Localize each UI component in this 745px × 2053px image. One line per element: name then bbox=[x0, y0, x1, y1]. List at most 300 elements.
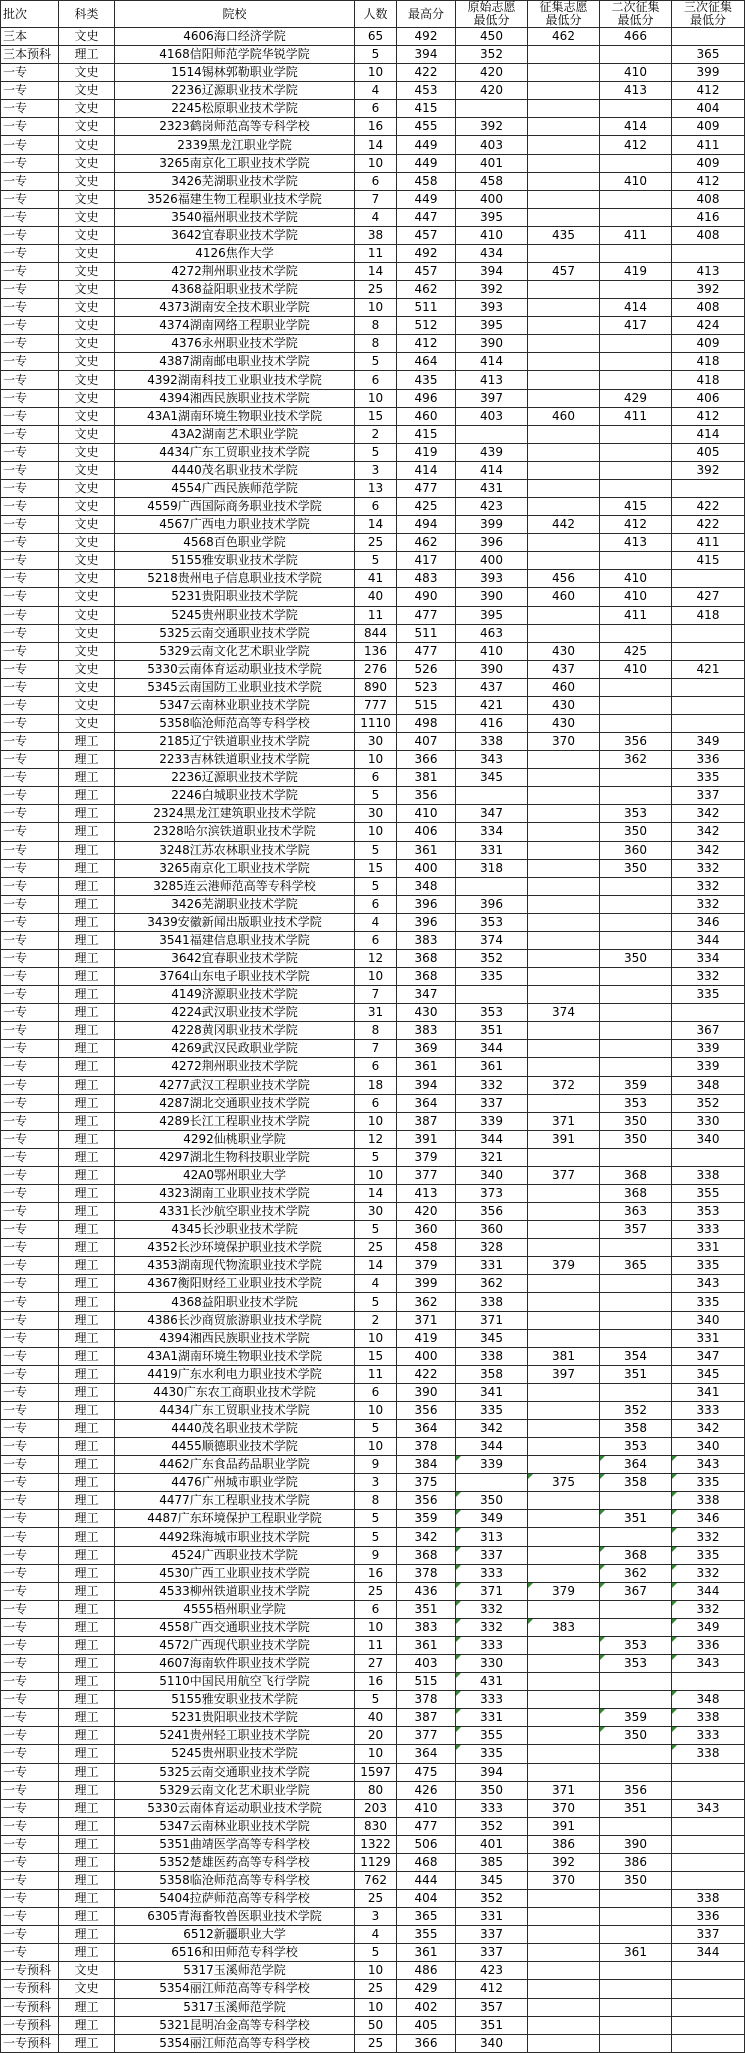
cell-subject: 理工 bbox=[59, 1149, 115, 1166]
cell-third-solicit-min bbox=[672, 1854, 745, 1871]
cell-subject: 理工 bbox=[59, 805, 115, 822]
cell-original-min bbox=[456, 878, 528, 895]
table-row bbox=[1, 516, 745, 534]
cell-second-solicit-min: 351 bbox=[600, 1800, 672, 1817]
table-row bbox=[1, 1040, 745, 1058]
cell-max-score: 444 bbox=[397, 1872, 456, 1889]
cell-third-solicit-min: 338 bbox=[672, 1492, 745, 1509]
cell-third-solicit-min: 338 bbox=[672, 1709, 745, 1726]
table-row bbox=[1, 986, 745, 1004]
cell-original-min: 434 bbox=[456, 245, 528, 262]
cell-third-solicit-min bbox=[672, 2035, 745, 2052]
cell-third-solicit-min: 411 bbox=[672, 534, 745, 551]
cell-school: 4607海南软件职业技术学院 bbox=[115, 1655, 355, 1672]
cell-subject: 理工 bbox=[59, 1528, 115, 1545]
table-row bbox=[1, 100, 745, 118]
cell-solicit-min bbox=[528, 1565, 600, 1582]
cell-count: 27 bbox=[355, 1655, 397, 1672]
cell-original-min: 373 bbox=[456, 1185, 528, 1202]
table-row bbox=[1, 1366, 745, 1384]
cell-batch: 一专 bbox=[1, 64, 59, 81]
cell-solicit-min bbox=[528, 173, 600, 190]
cell-original-min: 352 bbox=[456, 1890, 528, 1907]
cell-second-solicit-min: 353 bbox=[600, 1637, 672, 1654]
cell-max-score: 430 bbox=[397, 1004, 456, 1021]
cell-subject: 文史 bbox=[59, 118, 115, 135]
cell-original-min: 334 bbox=[456, 823, 528, 840]
cell-max-score: 364 bbox=[397, 1420, 456, 1437]
cell-third-solicit-min bbox=[672, 1764, 745, 1781]
cell-school: 42A0鄂州职业大学 bbox=[115, 1167, 355, 1184]
cell-batch: 一专 bbox=[1, 878, 59, 895]
cell-max-score: 462 bbox=[397, 534, 456, 551]
cell-max-score: 486 bbox=[397, 1962, 456, 1979]
cell-batch: 一专预科 bbox=[1, 2035, 59, 2052]
cell-second-solicit-min bbox=[600, 697, 672, 714]
cell-batch: 一专 bbox=[1, 1890, 59, 1907]
cell-count: 5 bbox=[355, 1510, 397, 1527]
cell-max-score: 361 bbox=[397, 1944, 456, 1961]
table-row bbox=[1, 480, 745, 498]
cell-school: 2328哈尔滨铁道职业技术学院 bbox=[115, 823, 355, 840]
cell-solicit-min bbox=[528, 2017, 600, 2034]
cell-count: 5 bbox=[355, 1221, 397, 1238]
cell-school: 3426芜湖职业技术学院 bbox=[115, 173, 355, 190]
cell-original-min: 345 bbox=[456, 769, 528, 786]
cell-subject: 理工 bbox=[59, 46, 115, 63]
cell-subject: 文史 bbox=[59, 155, 115, 172]
cell-subject: 理工 bbox=[59, 1818, 115, 1835]
table-row bbox=[1, 1583, 745, 1601]
cell-count: 8 bbox=[355, 1022, 397, 1039]
cell-max-score: 490 bbox=[397, 588, 456, 605]
cell-school: 4455顺德职业技术学院 bbox=[115, 1438, 355, 1455]
cell-solicit-min bbox=[528, 64, 600, 81]
cell-second-solicit-min: 350 bbox=[600, 1727, 672, 1744]
cell-subject: 理工 bbox=[59, 769, 115, 786]
cell-max-score: 381 bbox=[397, 769, 456, 786]
cell-batch: 一专 bbox=[1, 1764, 59, 1781]
cell-original-min bbox=[456, 986, 528, 1003]
cell-original-min: 337 bbox=[456, 1926, 528, 1943]
cell-original-min: 414 bbox=[456, 353, 528, 370]
cell-count: 6 bbox=[355, 498, 397, 515]
cell-count: 25 bbox=[355, 2035, 397, 2052]
cell-school: 4368益阳职业技术学院 bbox=[115, 1293, 355, 1310]
cell-batch: 一专 bbox=[1, 1004, 59, 1021]
cell-solicit-min bbox=[528, 932, 600, 949]
cell-batch: 一专 bbox=[1, 932, 59, 949]
cell-max-score: 406 bbox=[397, 823, 456, 840]
cell-batch: 一专 bbox=[1, 1818, 59, 1835]
cell-max-score: 361 bbox=[397, 1058, 456, 1075]
cell-school: 4331长沙航空职业技术学院 bbox=[115, 1203, 355, 1220]
cell-second-solicit-min: 415 bbox=[600, 498, 672, 515]
cell-original-min: 420 bbox=[456, 82, 528, 99]
cell-batch: 一专预科 bbox=[1, 1962, 59, 1979]
cell-batch: 一专 bbox=[1, 751, 59, 768]
cell-count: 25 bbox=[355, 1583, 397, 1600]
cell-max-score: 378 bbox=[397, 1691, 456, 1708]
cell-subject: 理工 bbox=[59, 1492, 115, 1509]
table-row bbox=[1, 335, 745, 353]
cell-third-solicit-min: 336 bbox=[672, 1637, 745, 1654]
cell-second-solicit-min bbox=[600, 679, 672, 696]
cell-solicit-min bbox=[528, 1764, 600, 1781]
cell-original-min: 337 bbox=[456, 1944, 528, 1961]
cell-max-score: 361 bbox=[397, 1637, 456, 1654]
cell-solicit-min bbox=[528, 1203, 600, 1220]
cell-batch: 一专 bbox=[1, 643, 59, 660]
cell-solicit-min: 372 bbox=[528, 1077, 600, 1094]
cell-subject: 理工 bbox=[59, 1420, 115, 1437]
cell-subject: 理工 bbox=[59, 787, 115, 804]
cell-solicit-min bbox=[528, 1330, 600, 1347]
cell-third-solicit-min: 335 bbox=[672, 986, 745, 1003]
cell-second-solicit-min bbox=[600, 968, 672, 985]
cell-subject: 文史 bbox=[59, 462, 115, 479]
cell-school: 2323鹤岗师范高等专科学校 bbox=[115, 118, 355, 135]
cell-school: 4524广西职业技术学院 bbox=[115, 1547, 355, 1564]
cell-batch: 一专 bbox=[1, 1438, 59, 1455]
cell-original-min: 331 bbox=[456, 1908, 528, 1925]
cell-school: 4533柳州铁道职业技术学院 bbox=[115, 1583, 355, 1600]
cell-subject: 文史 bbox=[59, 353, 115, 370]
cell-second-solicit-min bbox=[600, 986, 672, 1003]
cell-solicit-min bbox=[528, 607, 600, 624]
cell-max-score: 458 bbox=[397, 1239, 456, 1256]
cell-second-solicit-min: 361 bbox=[600, 1944, 672, 1961]
cell-third-solicit-min bbox=[672, 1149, 745, 1166]
cell-third-solicit-min: 404 bbox=[672, 100, 745, 117]
cell-count: 10 bbox=[355, 64, 397, 81]
cell-max-score: 413 bbox=[397, 1185, 456, 1202]
cell-original-min: 333 bbox=[456, 1637, 528, 1654]
header-school: 院校 bbox=[115, 1, 355, 27]
cell-school: 4434广东工贸职业技术学院 bbox=[115, 444, 355, 461]
cell-count: 762 bbox=[355, 1872, 397, 1889]
cell-second-solicit-min: 412 bbox=[600, 136, 672, 153]
cell-max-score: 410 bbox=[397, 1800, 456, 1817]
cell-third-solicit-min: 338 bbox=[672, 1745, 745, 1762]
cell-school: 5347云南林业职业技术学院 bbox=[115, 1818, 355, 1835]
table-row bbox=[1, 1203, 745, 1221]
cell-original-min: 352 bbox=[456, 46, 528, 63]
cell-third-solicit-min: 355 bbox=[672, 1185, 745, 1202]
cell-count: 4 bbox=[355, 82, 397, 99]
cell-subject: 理工 bbox=[59, 1836, 115, 1853]
cell-subject: 理工 bbox=[59, 1800, 115, 1817]
cell-solicit-min bbox=[528, 769, 600, 786]
cell-school: 4126焦作大学 bbox=[115, 245, 355, 262]
cell-third-solicit-min: 365 bbox=[672, 46, 745, 63]
table-row bbox=[1, 823, 745, 841]
cell-second-solicit-min bbox=[600, 1673, 672, 1690]
cell-solicit-min bbox=[528, 1944, 600, 1961]
cell-batch: 一专 bbox=[1, 390, 59, 407]
cell-second-solicit-min: 351 bbox=[600, 1366, 672, 1383]
cell-count: 1110 bbox=[355, 715, 397, 732]
cell-original-min: 401 bbox=[456, 155, 528, 172]
cell-third-solicit-min: 341 bbox=[672, 1384, 745, 1401]
cell-batch: 一专 bbox=[1, 498, 59, 515]
cell-school: 4352长沙环境保护职业技术学院 bbox=[115, 1239, 355, 1256]
cell-count: 80 bbox=[355, 1782, 397, 1799]
cell-second-solicit-min bbox=[600, 1312, 672, 1329]
cell-count: 5 bbox=[355, 552, 397, 569]
cell-school: 43A2湖南艺术职业学院 bbox=[115, 426, 355, 443]
cell-max-score: 458 bbox=[397, 173, 456, 190]
cell-subject: 理工 bbox=[59, 1619, 115, 1636]
cell-original-min: 353 bbox=[456, 1004, 528, 1021]
cell-original-min: 338 bbox=[456, 1293, 528, 1310]
cell-school: 5218贵州电子信息职业技术学院 bbox=[115, 570, 355, 587]
cell-solicit-min: 371 bbox=[528, 1782, 600, 1799]
cell-second-solicit-min bbox=[600, 155, 672, 172]
cell-subject: 理工 bbox=[59, 1926, 115, 1943]
cell-subject: 理工 bbox=[59, 914, 115, 931]
cell-subject: 理工 bbox=[59, 878, 115, 895]
table-row bbox=[1, 1004, 745, 1022]
table-row bbox=[1, 1149, 745, 1167]
cell-second-solicit-min bbox=[600, 1330, 672, 1347]
cell-school: 2236辽源职业技术学院 bbox=[115, 82, 355, 99]
cell-school: 1514锡林郭勒职业学院 bbox=[115, 64, 355, 81]
cell-solicit-min bbox=[528, 100, 600, 117]
cell-max-score: 402 bbox=[397, 1999, 456, 2016]
header-original-min: 原始志愿 最低分 bbox=[456, 1, 528, 27]
cell-solicit-min bbox=[528, 1528, 600, 1545]
cell-subject: 理工 bbox=[59, 1348, 115, 1365]
cell-original-min: 403 bbox=[456, 408, 528, 425]
cell-max-score: 384 bbox=[397, 1456, 456, 1473]
cell-second-solicit-min: 363 bbox=[600, 1203, 672, 1220]
cell-school: 4297湖北生物科技职业学院 bbox=[115, 1149, 355, 1166]
cell-batch: 一专 bbox=[1, 82, 59, 99]
cell-max-score: 477 bbox=[397, 607, 456, 624]
cell-school: 5347云南林业职业技术学院 bbox=[115, 697, 355, 714]
cell-original-min: 399 bbox=[456, 516, 528, 533]
cell-subject: 理工 bbox=[59, 1221, 115, 1238]
cell-subject: 理工 bbox=[59, 1601, 115, 1618]
cell-count: 3 bbox=[355, 462, 397, 479]
cell-second-solicit-min bbox=[600, 46, 672, 63]
cell-third-solicit-min: 409 bbox=[672, 118, 745, 135]
cell-count: 30 bbox=[355, 1203, 397, 1220]
table-row bbox=[1, 28, 745, 46]
cell-batch: 一专 bbox=[1, 968, 59, 985]
cell-max-score: 394 bbox=[397, 46, 456, 63]
cell-third-solicit-min: 348 bbox=[672, 1077, 745, 1094]
cell-max-score: 422 bbox=[397, 64, 456, 81]
table-row bbox=[1, 1818, 745, 1836]
cell-batch: 一专 bbox=[1, 155, 59, 172]
cell-school: 4376永州职业技术学院 bbox=[115, 335, 355, 352]
cell-max-score: 378 bbox=[397, 1565, 456, 1582]
cell-original-min: 353 bbox=[456, 914, 528, 931]
table-row bbox=[1, 733, 745, 751]
cell-batch: 一专 bbox=[1, 1058, 59, 1075]
cell-max-score: 342 bbox=[397, 1528, 456, 1545]
cell-solicit-min: 383 bbox=[528, 1619, 600, 1636]
cell-third-solicit-min bbox=[672, 1673, 745, 1690]
cell-third-solicit-min: 418 bbox=[672, 353, 745, 370]
cell-max-score: 368 bbox=[397, 950, 456, 967]
cell-max-score: 429 bbox=[397, 1980, 456, 1997]
cell-third-solicit-min: 418 bbox=[672, 371, 745, 388]
cell-batch: 一专 bbox=[1, 733, 59, 750]
cell-second-solicit-min: 356 bbox=[600, 733, 672, 750]
cell-subject: 理工 bbox=[59, 1022, 115, 1039]
cell-max-score: 412 bbox=[397, 335, 456, 352]
cell-max-score: 383 bbox=[397, 1619, 456, 1636]
cell-count: 14 bbox=[355, 516, 397, 533]
cell-count: 5 bbox=[355, 842, 397, 859]
cell-school: 2236辽源职业技术学院 bbox=[115, 769, 355, 786]
cell-third-solicit-min: 424 bbox=[672, 317, 745, 334]
cell-third-solicit-min: 333 bbox=[672, 1402, 745, 1419]
table-row bbox=[1, 805, 745, 823]
cell-subject: 文史 bbox=[59, 534, 115, 551]
cell-batch: 一专 bbox=[1, 136, 59, 153]
cell-school: 5231贵阳职业技术学院 bbox=[115, 588, 355, 605]
cell-original-min: 400 bbox=[456, 552, 528, 569]
cell-max-score: 462 bbox=[397, 281, 456, 298]
cell-subject: 理工 bbox=[59, 1565, 115, 1582]
cell-batch: 一专 bbox=[1, 1221, 59, 1238]
cell-batch: 一专 bbox=[1, 607, 59, 624]
cell-solicit-min bbox=[528, 823, 600, 840]
cell-max-score: 399 bbox=[397, 1275, 456, 1292]
cell-third-solicit-min: 408 bbox=[672, 299, 745, 316]
cell-second-solicit-min bbox=[600, 1528, 672, 1545]
table-row bbox=[1, 769, 745, 787]
cell-count: 30 bbox=[355, 733, 397, 750]
cell-second-solicit-min bbox=[600, 1926, 672, 1943]
table-row bbox=[1, 1619, 745, 1637]
cell-count: 10 bbox=[355, 1438, 397, 1455]
cell-subject: 文史 bbox=[59, 64, 115, 81]
cell-subject: 文史 bbox=[59, 191, 115, 208]
cell-max-score: 477 bbox=[397, 480, 456, 497]
cell-solicit-min: 379 bbox=[528, 1257, 600, 1274]
cell-school: 4434广东工贸职业技术学院 bbox=[115, 1402, 355, 1419]
cell-count: 50 bbox=[355, 2017, 397, 2034]
cell-batch: 一专 bbox=[1, 1691, 59, 1708]
cell-original-min: 423 bbox=[456, 1962, 528, 1979]
cell-third-solicit-min: 338 bbox=[672, 1167, 745, 1184]
cell-original-min: 337 bbox=[456, 1547, 528, 1564]
cell-original-min: 351 bbox=[456, 2017, 528, 2034]
cell-second-solicit-min bbox=[600, 1492, 672, 1509]
cell-solicit-min bbox=[528, 1637, 600, 1654]
cell-batch: 一专 bbox=[1, 1384, 59, 1401]
cell-count: 10 bbox=[355, 1999, 397, 2016]
cell-subject: 理工 bbox=[59, 860, 115, 877]
cell-solicit-min: 386 bbox=[528, 1836, 600, 1853]
cell-count: 3 bbox=[355, 1908, 397, 1925]
cell-school: 2339黑龙江职业学院 bbox=[115, 136, 355, 153]
cell-max-score: 365 bbox=[397, 1908, 456, 1925]
cell-second-solicit-min: 365 bbox=[600, 1257, 672, 1274]
cell-school: 5329云南文化艺术职业学院 bbox=[115, 643, 355, 660]
table-row bbox=[1, 950, 745, 968]
cell-max-score: 356 bbox=[397, 1492, 456, 1509]
cell-count: 10 bbox=[355, 390, 397, 407]
cell-original-min: 358 bbox=[456, 1366, 528, 1383]
cell-school: 3248江苏农林职业技术学院 bbox=[115, 842, 355, 859]
cell-third-solicit-min: 332 bbox=[672, 968, 745, 985]
table-row bbox=[1, 1782, 745, 1800]
cell-max-score: 494 bbox=[397, 516, 456, 533]
cell-third-solicit-min: 367 bbox=[672, 1022, 745, 1039]
cell-original-min: 349 bbox=[456, 1510, 528, 1527]
cell-original-min: 344 bbox=[456, 1438, 528, 1455]
cell-batch: 一专 bbox=[1, 480, 59, 497]
cell-third-solicit-min: 413 bbox=[672, 263, 745, 280]
cell-school: 4440茂名职业技术学院 bbox=[115, 1420, 355, 1437]
cell-count: 4 bbox=[355, 1926, 397, 1943]
cell-solicit-min: 460 bbox=[528, 408, 600, 425]
cell-original-min: 345 bbox=[456, 1330, 528, 1347]
cell-max-score: 512 bbox=[397, 317, 456, 334]
header-solicit-min: 征集志愿 最低分 bbox=[528, 1, 600, 27]
cell-school: 5354丽江师范高等专科学校 bbox=[115, 2035, 355, 2052]
cell-school: 4572广西现代职业技术学院 bbox=[115, 1637, 355, 1654]
cell-max-score: 498 bbox=[397, 715, 456, 732]
cell-subject: 理工 bbox=[59, 1637, 115, 1654]
cell-max-score: 506 bbox=[397, 1836, 456, 1853]
cell-original-min: 420 bbox=[456, 64, 528, 81]
cell-max-score: 426 bbox=[397, 1782, 456, 1799]
table-row bbox=[1, 155, 745, 173]
cell-solicit-min: 457 bbox=[528, 263, 600, 280]
cell-third-solicit-min bbox=[672, 715, 745, 732]
cell-original-min: 351 bbox=[456, 1022, 528, 1039]
cell-original-min: 337 bbox=[456, 1095, 528, 1112]
cell-second-solicit-min: 350 bbox=[600, 1113, 672, 1130]
cell-max-score: 390 bbox=[397, 1384, 456, 1401]
cell-count: 2 bbox=[355, 1312, 397, 1329]
cell-second-solicit-min: 386 bbox=[600, 1854, 672, 1871]
cell-batch: 一专 bbox=[1, 118, 59, 135]
table-row bbox=[1, 1854, 745, 1872]
cell-school: 3642宜春职业技术学院 bbox=[115, 227, 355, 244]
cell-max-score: 435 bbox=[397, 371, 456, 388]
table-row bbox=[1, 1836, 745, 1854]
cell-second-solicit-min bbox=[600, 1619, 672, 1636]
cell-school: 4272荆州职业技术学院 bbox=[115, 263, 355, 280]
cell-original-min: 450 bbox=[456, 28, 528, 45]
cell-original-min: 318 bbox=[456, 860, 528, 877]
cell-second-solicit-min: 419 bbox=[600, 263, 672, 280]
cell-subject: 理工 bbox=[59, 1095, 115, 1112]
cell-second-solicit-min: 466 bbox=[600, 28, 672, 45]
cell-second-solicit-min bbox=[600, 353, 672, 370]
cell-count: 4 bbox=[355, 914, 397, 931]
table-row bbox=[1, 1058, 745, 1076]
cell-solicit-min bbox=[528, 986, 600, 1003]
cell-count: 10 bbox=[355, 968, 397, 985]
table-row bbox=[1, 1890, 745, 1908]
cell-count: 25 bbox=[355, 1239, 397, 1256]
cell-original-min bbox=[456, 426, 528, 443]
table-row bbox=[1, 46, 745, 64]
cell-count: 6 bbox=[355, 371, 397, 388]
cell-second-solicit-min bbox=[600, 1040, 672, 1057]
cell-subject: 理工 bbox=[59, 950, 115, 967]
cell-original-min: 335 bbox=[456, 1745, 528, 1762]
